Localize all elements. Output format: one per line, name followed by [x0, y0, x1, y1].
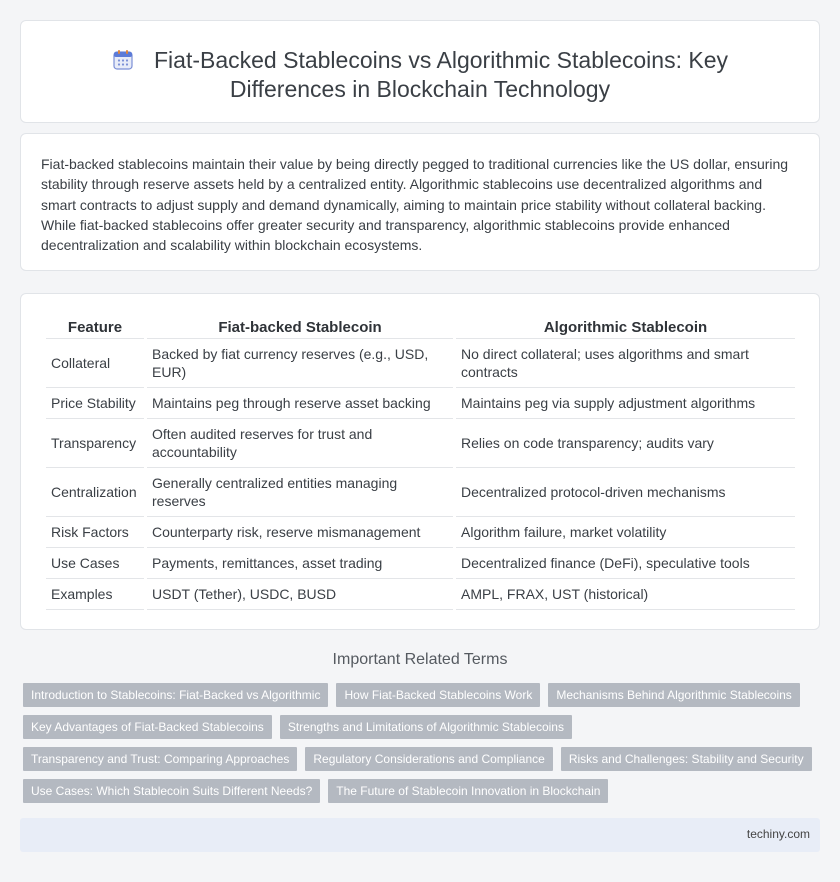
cell-fiat: Maintains peg through reserve asset backing	[147, 388, 453, 419]
footer-site-name[interactable]: techiny.com	[746, 827, 810, 841]
table-row	[46, 339, 795, 388]
calendar-icon	[112, 49, 134, 71]
table-row	[46, 419, 795, 468]
cell-algorithmic: Relies on code transparency; audits vary	[456, 419, 795, 468]
cell-fiat: Generally centralized entities managing reserves	[147, 468, 453, 517]
related-term-tag[interactable]: Use Cases: Which Stablecoin Suits Different Needs?	[23, 779, 320, 803]
related-term-tag[interactable]: Key Advantages of Fiat-Backed Stablecoins	[23, 715, 272, 739]
related-term-tag[interactable]: Regulatory Considerations and Compliance	[305, 747, 552, 771]
related-term-tag[interactable]: How Fiat-Backed Stablecoins Work	[336, 683, 540, 707]
header-feature: Feature	[46, 317, 144, 339]
summary-paragraph: Fiat-backed stablecoins maintain their value by being directly pegged to traditional currencies like the US dollar, ensuring stability through reserve assets held by a centralized entity. Algorithmic stablecoins use decentralized algorithms and smart contracts to adjust supply and demand dynamically, aiming to maintain price stability without collateral backing. While fiat-backed stablecoins offer greater security and transparency, algorithmic stablecoins provide enhanced decentralization and scalability within blockchain ecosystems.	[41, 156, 789, 254]
related-term-tag[interactable]: Risks and Challenges: Stability and Security	[561, 747, 812, 771]
cell-algorithmic: Algorithm failure, market volatility	[456, 517, 795, 548]
footer	[20, 818, 820, 852]
comparison-table-card	[20, 293, 820, 630]
cell-feature: Risk Factors	[46, 517, 144, 548]
cell-algorithmic: Decentralized protocol-driven mechanisms	[456, 468, 795, 517]
table-row	[46, 388, 795, 419]
cell-algorithmic: Decentralized finance (DeFi), speculative tools	[456, 548, 795, 579]
cell-fiat: USDT (Tether), USDC, BUSD	[147, 579, 453, 610]
cell-fiat: Payments, remittances, asset trading	[147, 548, 453, 579]
cell-algorithmic: Maintains peg via supply adjustment algorithms	[456, 388, 795, 419]
related-terms-tags	[23, 683, 823, 811]
table-row	[46, 468, 795, 517]
cell-fiat: Backed by fiat currency reserves (e.g., USD, EUR)	[147, 339, 453, 388]
table-row	[46, 579, 795, 610]
related-term-tag[interactable]: Transparency and Trust: Comparing Approaches	[23, 747, 297, 771]
cell-feature: Price Stability	[46, 388, 144, 419]
header-fiat: Fiat-backed Stablecoin	[147, 317, 453, 339]
title-line-2: Differences in Blockchain Technology	[229, 76, 611, 102]
cell-feature: Examples	[46, 579, 144, 610]
related-term-tag[interactable]: Strengths and Limitations of Algorithmic Stablecoins	[280, 715, 572, 739]
cell-feature: Collateral	[46, 339, 144, 388]
cell-feature: Transparency	[46, 419, 144, 468]
page-title	[21, 46, 819, 104]
cell-feature: Use Cases	[46, 548, 144, 579]
header-card	[20, 20, 820, 123]
cell-algorithmic: No direct collateral; uses algorithms and smart contracts	[456, 339, 795, 388]
cell-fiat: Counterparty risk, reserve mismanagement	[147, 517, 453, 548]
header-algorithmic: Algorithmic Stablecoin	[456, 317, 795, 339]
related-term-tag[interactable]: The Future of Stablecoin Innovation in Blockchain	[328, 779, 608, 803]
related-term-tag[interactable]: Mechanisms Behind Algorithmic Stablecoins	[548, 683, 799, 707]
table-header-row	[46, 317, 795, 339]
table-row	[46, 517, 795, 548]
related-term-tag[interactable]: Introduction to Stablecoins: Fiat-Backed vs Algorithmic	[23, 683, 328, 707]
comparison-table	[43, 317, 798, 610]
related-terms-title: Important Related Terms	[332, 651, 508, 668]
title-line-1: Fiat-Backed Stablecoins vs Algorithmic Stablecoins: Key	[154, 47, 728, 73]
cell-feature: Centralization	[46, 468, 144, 517]
table-row	[46, 548, 795, 579]
cell-algorithmic: AMPL, FRAX, UST (historical)	[456, 579, 795, 610]
summary-card	[20, 133, 820, 271]
cell-fiat: Often audited reserves for trust and accountability	[147, 419, 453, 468]
